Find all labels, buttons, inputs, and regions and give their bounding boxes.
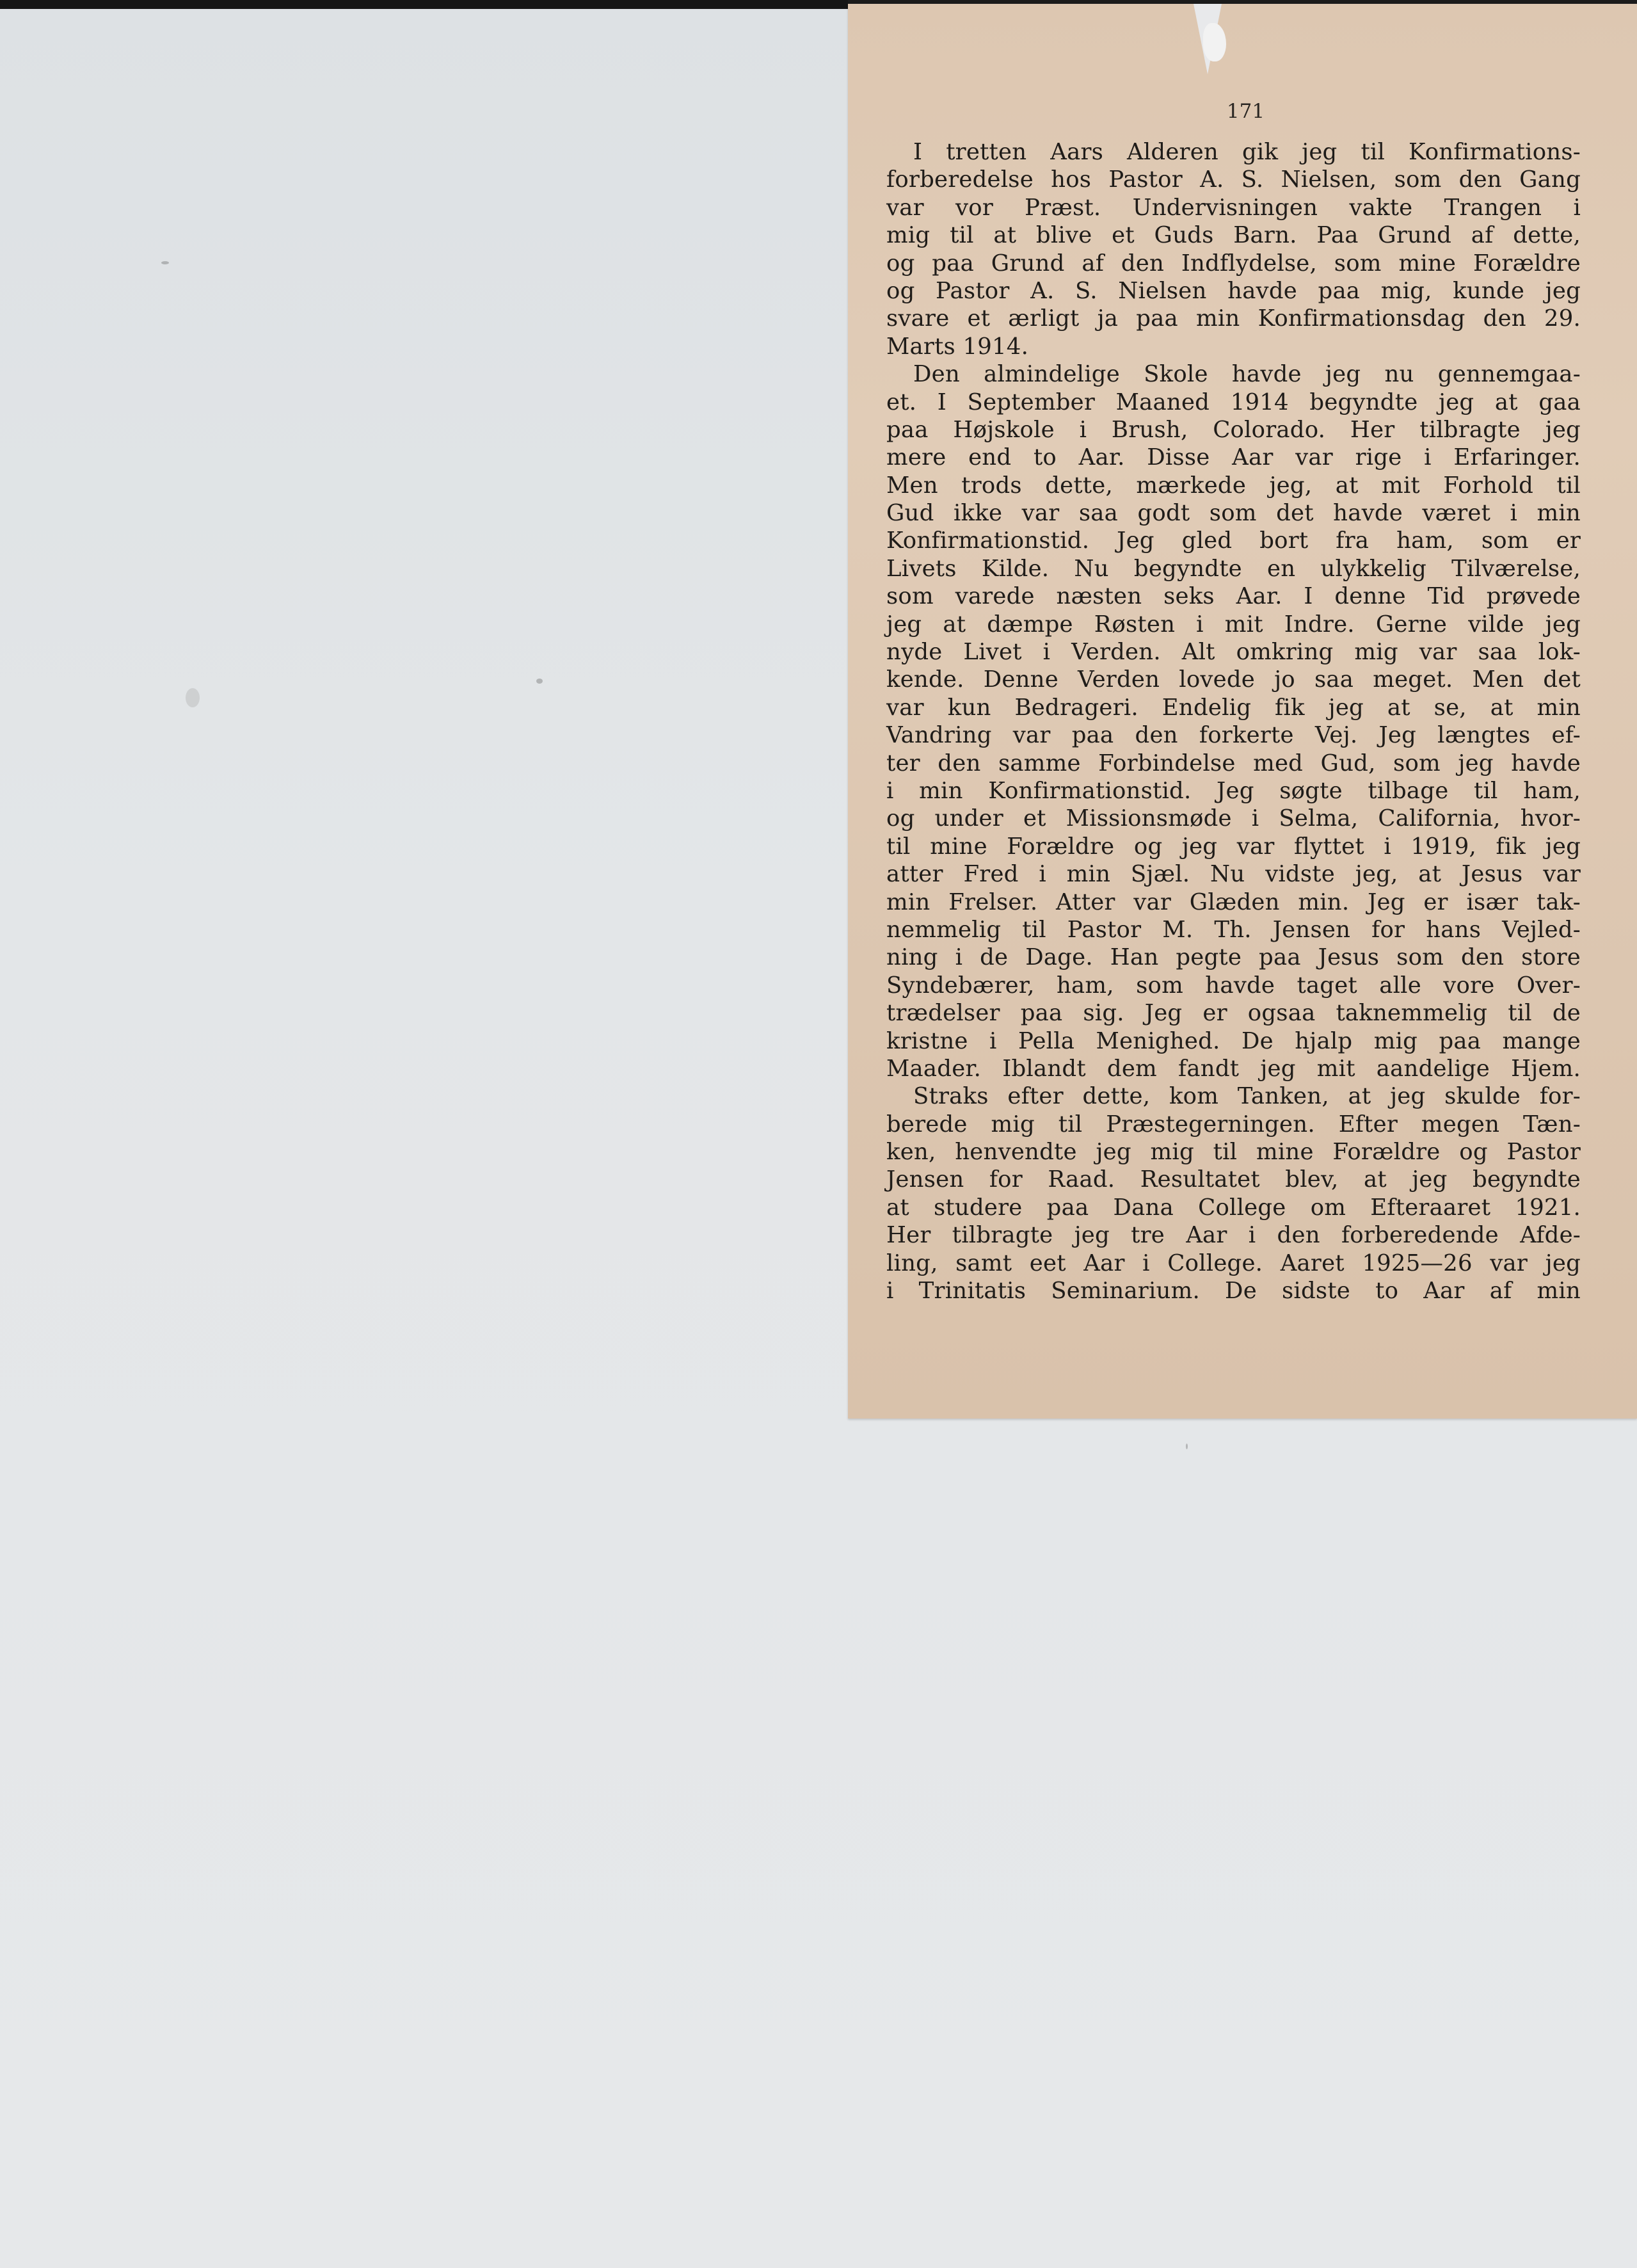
text-line: i Trinitatis Seminarium. De sidste to Aar af min <box>886 1278 1581 1305</box>
text-line: at studere paa Dana College om Efteraaret 1921. <box>886 1194 1581 1221</box>
text-line: Den almindelige Skole havde jeg nu gennemgaa- <box>913 361 1581 388</box>
text-line: atter Fred i min Sjæl. Nu vidste jeg, at Jesus var <box>886 861 1581 888</box>
text-line: var vor Præst. Undervisningen vakte Trangen i <box>886 194 1581 221</box>
text-line: min Frelser. Atter var Glæden min. Jeg er især tak- <box>886 889 1581 915</box>
text-line: og Pastor A. S. Nielsen havde paa mig, kunde jeg <box>886 277 1581 304</box>
text-line: ning i de Dage. Han pegte paa Jesus som den store <box>886 944 1581 971</box>
text-line: nemmelig til Pastor M. Th. Jensen for hans Vejled- <box>886 916 1581 943</box>
text-line: mere end to Aar. Disse Aar var rige i Erfaringer. <box>886 444 1581 471</box>
text-line: et. I September Maaned 1914 begyndte jeg at gaa <box>886 389 1581 415</box>
dust-speck <box>186 688 200 707</box>
text-line: kristne i Pella Menighed. De hjalp mig paa mange <box>886 1027 1581 1054</box>
text-line: nyde Livet i Verden. Alt omkring mig var saa lok- <box>886 639 1581 666</box>
text-line: Straks efter dette, kom Tanken, at jeg skulde for- <box>913 1083 1581 1110</box>
text-line: kende. Denne Verden lovede jo saa meget. Men det <box>886 666 1581 693</box>
text-line: i min Konfirmationstid. Jeg søgte tilbage til ham, <box>886 777 1581 804</box>
text-line: Marts 1914. <box>886 333 1029 360</box>
text-line: Konfirmationstid. Jeg gled bort fra ham, som er <box>886 527 1581 554</box>
text-line: til mine Forældre og jeg var flyttet i 1919, fik jeg <box>886 833 1581 860</box>
dust-speck <box>161 261 169 264</box>
text-line: Jensen for Raad. Resultatet blev, at jeg begyndte <box>886 1166 1581 1193</box>
text-line: Gud ikke var saa godt som det havde været i min <box>886 500 1581 527</box>
text-line: paa Højskole i Brush, Colorado. Her tilbragte jeg <box>886 416 1581 443</box>
text-line: mig til at blive et Guds Barn. Paa Grund af dette, <box>886 222 1581 249</box>
text-line: ling, samt eet Aar i College. Aaret 1925—26 var jeg <box>886 1250 1581 1276</box>
text-line: Syndebærer, ham, som havde taget alle vore Over- <box>886 972 1581 999</box>
text-line: berede mig til Præstegerningen. Efter megen Tæn- <box>886 1111 1581 1138</box>
dust-speck <box>1186 1444 1188 1449</box>
body-text <box>886 138 1581 1305</box>
text-line: og paa Grund af den Indflydelse, som mine Forældre <box>886 250 1581 277</box>
scanner-top-edge <box>0 0 848 9</box>
text-line: I tretten Aars Alderen gik jeg til Konfirmations- <box>913 139 1581 165</box>
text-line: ter den samme Forbindelse med Gud, som jeg havde <box>886 750 1581 776</box>
torn-edge-hole <box>1203 23 1226 61</box>
text-line: svare et ærligt ja paa min Konfirmationsdag den 29. <box>886 305 1581 332</box>
text-line: Maader. Iblandt dem fandt jeg mit aandelige Hjem. <box>886 1055 1581 1082</box>
text-line: Livets Kilde. Nu begyndte en ulykkelig Tilværelse, <box>886 555 1581 582</box>
page-number: 171 <box>1226 100 1265 123</box>
text-line: Vandring var paa den forkerte Vej. Jeg længtes ef- <box>886 722 1581 749</box>
text-line: Her tilbragte jeg tre Aar i den forberedende Afde- <box>886 1222 1581 1249</box>
text-line: ken, henvendte jeg mig til mine Forældre og Pastor <box>886 1139 1581 1166</box>
text-line: trædelser paa sig. Jeg er ogsaa taknemmelig til de <box>886 1000 1581 1027</box>
dust-speck <box>536 679 543 684</box>
newspaper-clipping <box>848 4 1637 1419</box>
text-line: var kun Bedrageri. Endelig fik jeg at se, at min <box>886 694 1581 721</box>
text-line: som varede næsten seks Aar. I denne Tid prøvede <box>886 583 1581 610</box>
text-line: og under et Missionsmøde i Selma, California, hvor- <box>886 805 1581 832</box>
text-line: jeg at dæmpe Røsten i mit Indre. Gerne vilde jeg <box>886 611 1581 638</box>
text-line: forberedelse hos Pastor A. S. Nielsen, som den Gang <box>886 166 1581 193</box>
text-line: Men trods dette, mærkede jeg, at mit Forhold til <box>886 472 1581 499</box>
